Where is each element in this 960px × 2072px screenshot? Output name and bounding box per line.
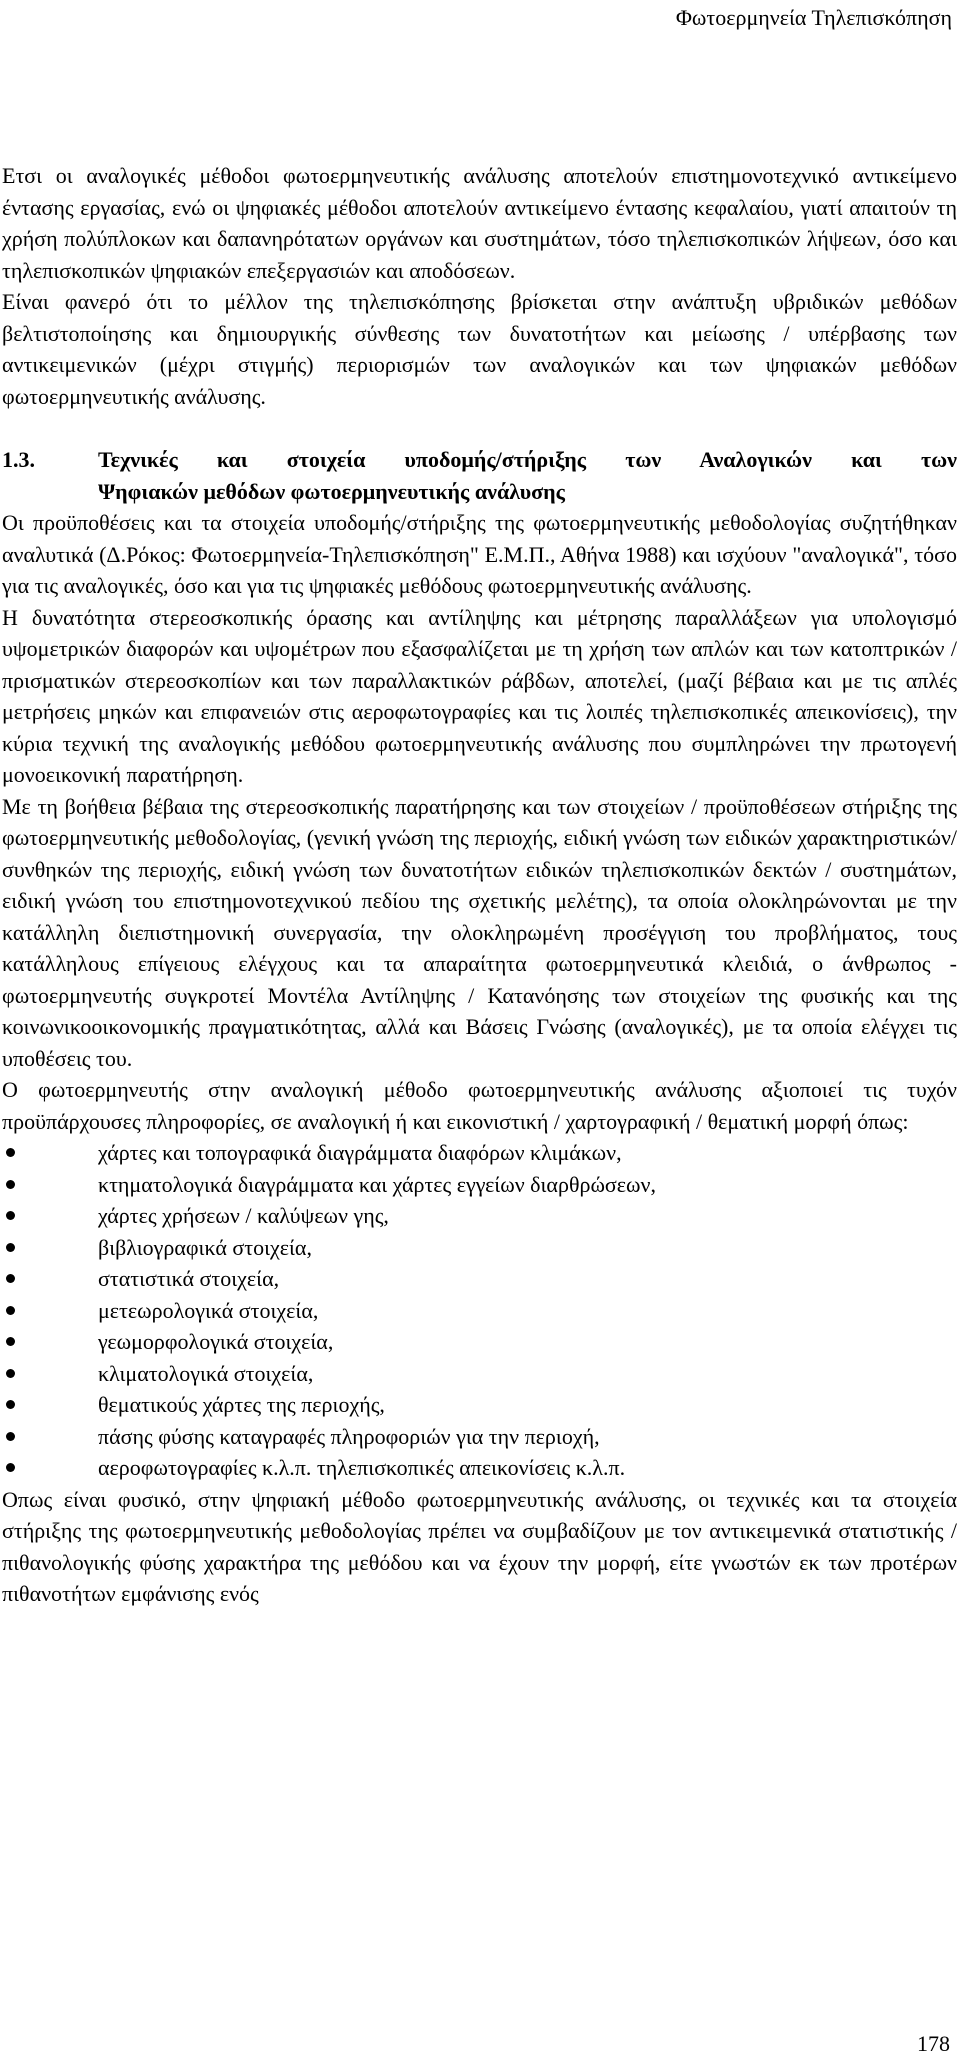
page-number: 178 <box>917 2031 950 2056</box>
bullet-icon <box>2 1263 98 1295</box>
list-item-text: κτηματολογικά διαγράμματα και χάρτες εγγείων διαρθρώσεων, <box>98 1171 656 1197</box>
paragraph-sources-intro: Ο φωτοερμηνευτής στην αναλογική μέθοδο φωτοερμηνευτικής ανάλυσης αξιοποιεί τις τυχόν προϋπάρχουσες πληροφορίες, σε αναλογική ή και εικονιστική / χαρτογραφική / θεματική μορφή όπως: <box>2 1077 957 1134</box>
section-title <box>98 444 957 507</box>
list-item <box>2 1358 957 1390</box>
list-item-text: μετεωρολογικά στοιχεία, <box>98 1297 319 1323</box>
list-item <box>2 1232 957 1264</box>
list-item-text: πάσης φύσης καταγραφές πληροφοριών για την περιοχή, <box>98 1423 600 1449</box>
paragraph-prerequisites: Οι προϋποθέσεις και τα στοιχεία υποδομής/στήριξης της φωτοερμηνευτικής μεθοδολογίας συζητήθηκαν αναλυτικά (Δ.Ρόκος: Φωτοερμηνεία-Τηλεπισκόπηση" Ε.Μ.Π., Αθήνα 1988) και ισχύουν "αναλογικά", τόσο για τις αναλογικές, όσο και για τις ψηφιακές μεθόδους φωτοερμηνευτικής ανάλυσης. <box>2 510 957 598</box>
bullet-icon <box>2 1137 98 1169</box>
list-item <box>2 1263 957 1295</box>
bullet-icon <box>2 1421 98 1453</box>
bullet-icon <box>2 1200 98 1232</box>
bullet-icon <box>2 1389 98 1421</box>
list-item <box>2 1452 957 1484</box>
running-header: Φωτοερμηνεία Τηλεπισκόπηση <box>675 5 952 30</box>
list-item-text: αεροφωτογραφίες κ.λ.π. τηλεπισκοπικές απεικονίσεις κ.λ.π. <box>98 1455 626 1480</box>
list-item <box>2 1326 957 1358</box>
list-item-text: γεωμορφολογικά στοιχεία, <box>98 1329 334 1354</box>
bullet-icon <box>2 1232 98 1264</box>
list-item-text: θεματικούς χάρτες της περιοχής, <box>98 1392 385 1417</box>
paragraph-models: Με τη βοήθεια βέβαια της στερεοσκοπικής παρατήρησης και των στοιχείων / προϋποθέσεων στήριξης της φωτοερμηνευτικής μεθοδολογίας, (γενική γνώση της περιοχής, ειδική γνώση των ειδικών χαρακτηριστικών/συνθηκών της περιοχής, ειδική γνώση των δυνατοτήτων ειδικών τηλεπισκοπικών δεκτών / συστημάτων, ειδική γνώση του επιστημονοτεχνικού πεδίου της σχετικής μελέτης), τα οποία ολοκληρώνονται με την κατάλληλη διεπιστημονική συνεργασία, την ολοκληρωμένη προσέγγιση του προβλήματος, τους κατάλληλους επίγειους ελέγχους και τα απαραίτητα φωτοερμηνευτικά κλειδιά, ο άνθρωπος - φωτοερμηνευτής συγκροτεί Μοντέλα Αντίληψης / Κατανόησης των στοιχείων της φυσικής και της κοινωνικοοικονομικής πραγματικότητας, αλλά και Βάσεις Γνώσης (αναλογικές), με τα οποία ελέγχει τις υποθέσεις του. <box>2 793 957 1071</box>
list-item <box>2 1421 957 1453</box>
bullet-icon <box>2 1169 98 1201</box>
list-item-text: στατιστικά στοιχεία, <box>98 1266 280 1291</box>
list-item <box>2 1389 957 1421</box>
bullet-icon <box>2 1295 98 1327</box>
list-item-text: χάρτες και τοπογραφικά διαγράμματα διαφόρων κλιμάκων, <box>98 1140 622 1165</box>
list-item <box>2 1169 957 1201</box>
section-heading <box>2 444 957 507</box>
list-item-text: χάρτες χρήσεων / καλύψεων γης, <box>98 1203 389 1228</box>
sources-list <box>2 1137 957 1484</box>
paragraph-intro-1: Ετσι οι αναλογικές μέθοδοι φωτοερμηνευτικής ανάλυσης αποτελούν επιστημονοτεχνικό αντικείμενο έντασης εργασίας, ενώ οι ψηφιακές μέθοδοι αποτελούν αντικείμενο έντασης κεφαλαίου, γιατί απαιτούν τη χρήση πολύπλοκων και δαπανηρότατων οργάνων και συστημάτων, τόσο τηλεπισκοπικών λήψεων, όσο και τηλεπισκοπικών ψηφιακών επεξεργασιών και αποδόσεων. <box>2 163 957 283</box>
list-item <box>2 1200 957 1232</box>
list-item-text: κλιματολογικά στοιχεία, <box>98 1360 314 1386</box>
page-body <box>2 160 957 1610</box>
section-title-line-1: Τεχνικές και στοιχεία υποδομής/στήριξης των Αναλογικών και των <box>98 447 957 472</box>
bullet-icon <box>2 1358 98 1390</box>
bullet-icon <box>2 1326 98 1358</box>
bullet-icon <box>2 1452 98 1484</box>
paragraph-intro-2: Είναι φανερό ότι το μέλλον της τηλεπισκόπησης βρίσκεται στην ανάπτυξη υβριδικών μεθόδων βελτιστοποίησης και δημιουργικής σύνθεσης των δυνατοτήτων και μείωσης / υπέρβασης των αντικειμενικών (μέχρι στιγμής) περιορισμών των αναλογικών και των ψηφιακών μεθόδων φωτοερμηνευτικής ανάλυσης. <box>2 289 957 409</box>
list-item <box>2 1295 957 1327</box>
list-item-text: βιβλιογραφικά στοιχεία, <box>98 1234 312 1260</box>
section-title-line-2: Ψηφιακών μεθόδων φωτοερμηνευτικής ανάλυσης <box>98 478 565 504</box>
paragraph-stereoscopy: Η δυνατότητα στερεοσκοπικής όρασης και αντίληψης και μέτρησης παραλλάξεων για υπολογισμό υψομετρικών διαφορών και υψομέτρων που εξασφαλίζεται με τη χρήση των απλών και των κατοπτρικών / πρισματικών στερεοσκοπίων και των παραλλακτικών ράβδων, αποτελεί, (μαζί βέβαια και με τις απλές μετρήσεις μηκών και επιφανειών στις αεροφωτογραφίες και τις λοιπές τηλεπισκοπικές απεικονίσεις), την κύρια τεχνική της αναλογικής μεθόδου φωτοερμηνευτικής ανάλυσης που συμπληρώνει την πρωτογενή μονοεικονική παρατήρηση. <box>2 604 957 787</box>
list-item <box>2 1137 957 1169</box>
paragraph-digital-method: Οπως είναι φυσικό, στην ψηφιακή μέθοδο φωτοερμηνευτικής ανάλυσης, οι τεχνικές και τα στοιχεία στήριξης της φωτοερμηνευτικής μεθοδολογίας πρέπει να συμβαδίζουν με τον αντικειμενικά στατιστικής / πιθανολογικής φύσης χαρακτήρα της μεθόδου και να έχουν την μορφή, είτε γνωστών εκ των προτέρων πιθανοτήτων εμφάνισης ενός <box>2 1486 957 1606</box>
section-number: 1.3. <box>2 447 35 472</box>
